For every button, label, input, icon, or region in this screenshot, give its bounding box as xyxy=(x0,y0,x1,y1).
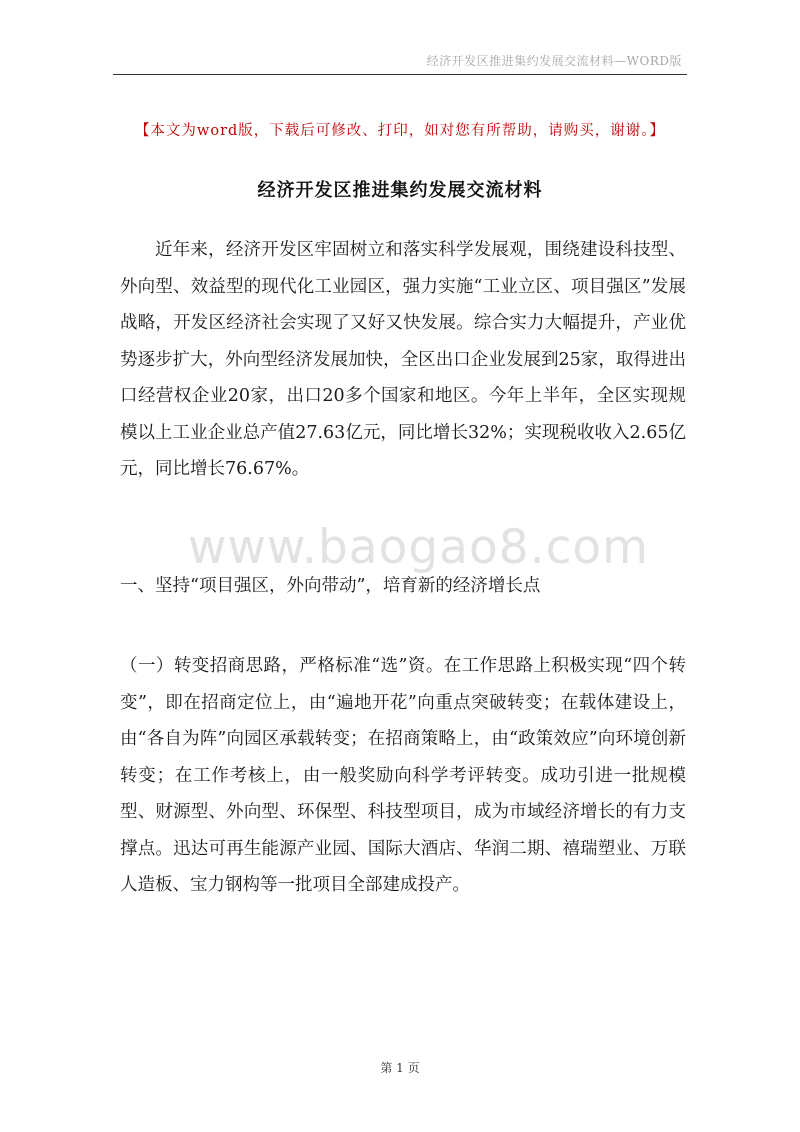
running-header: 经济开发区推进集约发展交流材料—WORD版 xyxy=(426,54,682,68)
document-title: 经济开发区推进集约发展交流材料 xyxy=(257,180,543,201)
header-divider xyxy=(113,74,687,75)
section-heading-1: 一、坚持“项目强区，外向带动”，培育新的经济增长点 xyxy=(120,576,541,596)
section-1-paragraph: （一）转变招商思路，严格标准“选”资。在工作思路上积极实现“四个转变”，即在招商定位上，由“遍地开花”向重点突破转变；在载体建设上，由“各自为阵”向园区承载转变；在招商策略上，由“政策效应”向环境创新转变；在工作考核上，由一般奖励向科学考评转变。成功引进一批规模型、财源型、外向型、环保型、科技型项目，成为市域经济增长的有力支撑点。迅达可再生能源产业园、国际大酒店、华润二期、禧瑞塑业、万联人造板、宝力钢构等一批项目全部建成投产。 xyxy=(120,656,686,895)
download-notice: 【本文为word版，下载后可修改、打印，如对您有所帮助，请购买，谢谢。】 xyxy=(134,123,666,139)
intro-paragraph: 近年来，经济开发区牢固树立和落实科学发展观，围绕建设科技型、外向型、效益型的现代化工业园区，强力实施“工业立区、项目强区”发展战略，开发区经济社会实现了又好又快发展。综合实力大幅提升，产业优势逐步扩大，外向型经济发展加快，全区出口企业发展到25家，取得进出口经营权企业20家，出口20多个国家和地区。今年上半年，全区实现规模以上工业企业总产值27.63亿元，同比增长32%；实现税收收入2.65亿元，同比增长76.67%。 xyxy=(120,240,686,479)
page-number: 第 1 页 xyxy=(380,1061,420,1075)
watermark: www.baogao8.com xyxy=(188,520,649,575)
